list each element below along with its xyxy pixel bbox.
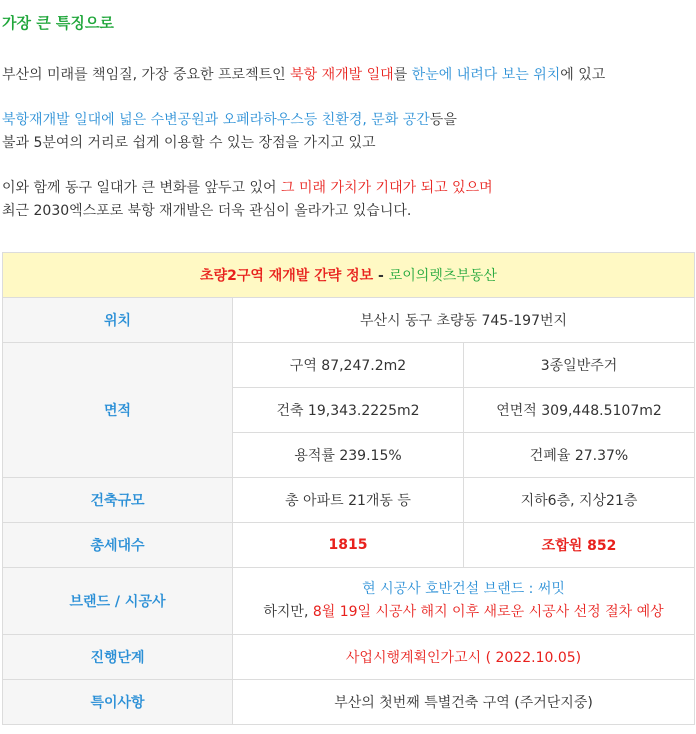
floor-area-value: 연면적 309,448.5107m2 <box>464 388 695 433</box>
text-segment: 부산의 미래를 책임질, 가장 중요한 프로젝트인 <box>2 67 291 83</box>
row-label-area: 면적 <box>3 343 233 478</box>
highlight-red: 그 미래 가치가 기대가 되고 있으며 <box>281 180 493 196</box>
households-total-value: 1815 <box>233 523 464 568</box>
text-segment: 에 있고 <box>560 67 606 83</box>
brand-line-1: 현 시공사 호반건설 브랜드 : 써밋 <box>362 581 565 597</box>
zoning-value: 3종일반주거 <box>464 343 695 388</box>
notes-value: 부산의 첫번째 특별건축 구역 (주거단지중) <box>233 680 695 725</box>
text-segment: 불과 5분여의 거리로 쉽게 이용할 수 있는 장점을 가지고 있고 <box>2 135 376 151</box>
brand-line-2-highlight: 8월 19일 시공사 해지 이후 새로운 시공사 선정 절차 예상 <box>312 604 664 620</box>
highlight-red: 북항 재개발 일대 <box>290 67 394 83</box>
table-title-separator: - <box>373 268 389 284</box>
apartments-value: 총 아파트 21개동 등 <box>233 478 464 523</box>
table-title-main: 초량2구역 재개발 간략 정보 <box>200 268 374 284</box>
paragraph-location <box>2 64 605 87</box>
row-label-brand: 브랜드 / 시공사 <box>3 568 233 635</box>
floors-value: 지하6층, 지상21층 <box>464 478 695 523</box>
table-title <box>3 253 695 298</box>
highlight-blue: 북항재개발 일대에 넓은 수변공원과 오페라하우스등 친환경, 문화 공간 <box>2 112 430 128</box>
brand-line-2-prefix: 하지만, <box>263 604 313 620</box>
paragraph-future <box>2 177 493 223</box>
building-area-value: 건축 19,343.2225m2 <box>233 388 464 433</box>
row-label-location: 위치 <box>3 298 233 343</box>
info-table <box>2 252 695 725</box>
highlight-blue: 한눈에 내려다 보는 위치 <box>411 67 561 83</box>
paragraph-amenities <box>2 109 457 155</box>
text-segment: 등을 <box>429 112 457 128</box>
text-segment: 이와 함께 동구 일대가 큰 변화를 앞두고 있어 <box>2 180 282 196</box>
section-heading: 가장 큰 특징으로 <box>2 14 114 32</box>
text-segment: 최근 2030엑스포로 북항 재개발은 더욱 관심이 올라가고 있습니다. <box>2 203 412 219</box>
far-value: 용적률 239.15% <box>233 433 464 478</box>
brand-value <box>233 568 695 635</box>
row-label-stage: 진행단계 <box>3 635 233 680</box>
zone-area-value: 구역 87,247.2m2 <box>233 343 464 388</box>
row-label-notes: 특이사항 <box>3 680 233 725</box>
row-label-scale: 건축규모 <box>3 478 233 523</box>
table-title-source: 로이의렛츠부동산 <box>388 268 497 284</box>
text-segment: 를 <box>393 67 412 83</box>
location-value: 부산시 동구 초량동 745-197번지 <box>233 298 695 343</box>
row-label-households: 총세대수 <box>3 523 233 568</box>
bcr-value: 건폐율 27.37% <box>464 433 695 478</box>
members-value: 조합원 852 <box>464 523 695 568</box>
stage-value: 사업시행계획인가고시 ( 2022.10.05) <box>233 635 695 680</box>
